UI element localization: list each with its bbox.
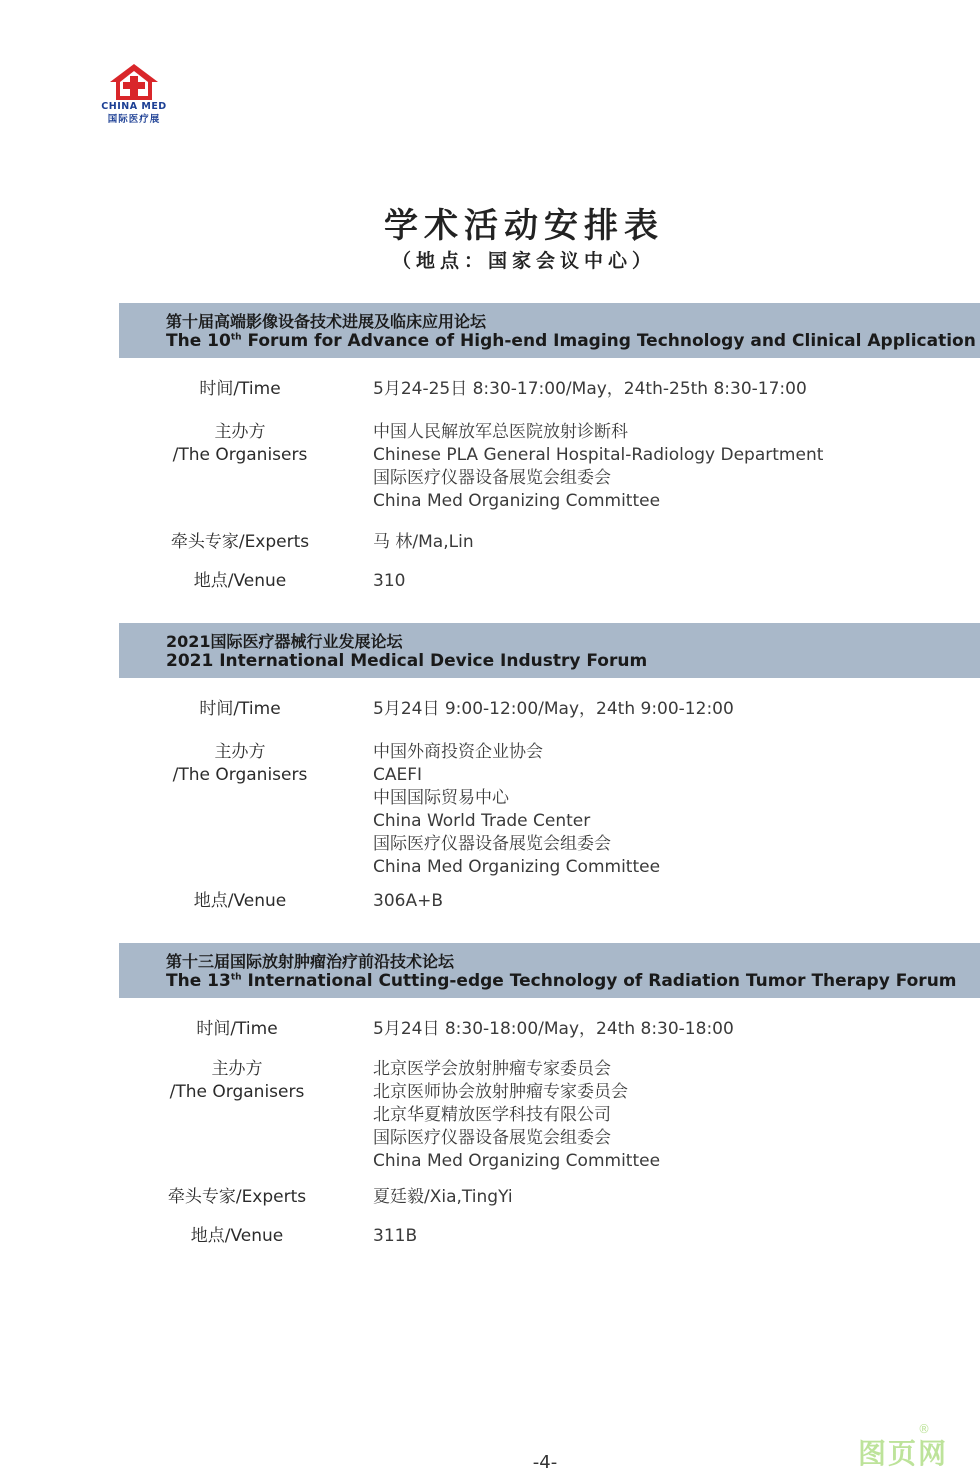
organisers-label: 主办方 /The Organisers [172, 742, 308, 785]
time-value: 5月24-25日 8:30-17:00/May，24th-25th 8:30-17:00 [373, 379, 807, 399]
organiser-item: China Med Organizing Committee [373, 491, 661, 511]
organiser-item: 北京医学会放射肿瘤专家委员会 [373, 1059, 611, 1079]
organiser-item: CAEFI [373, 765, 423, 785]
organiser-item: 中国外商投资企业协会 [373, 742, 543, 762]
organiser-item: China Med Organizing Committee [373, 1151, 661, 1171]
forum-header-1 [119, 303, 980, 358]
time-label: 时间/Time [199, 379, 281, 399]
forum-title-cn: 2021国际医疗器械行业发展论坛 [166, 632, 403, 651]
forum-title-cn: 第十届高端影像设备技术进展及临床应用论坛 [166, 312, 487, 331]
time-label: 时间/Time [199, 699, 281, 719]
organiser-item: 国际医疗仪器设备展览会组委会 [373, 1128, 611, 1148]
time-value: 5月24日 8:30-18:00/May，24th 8:30-18:00 [373, 1019, 734, 1039]
experts-label: 牵头专家/Experts [170, 532, 310, 552]
organisers-list [373, 741, 660, 879]
page-subtitle: （地点：国家会议中心） [391, 250, 656, 272]
organiser-item: 国际医疗仪器设备展览会组委会 [373, 468, 611, 488]
venue-label: 地点/Venue [193, 891, 287, 911]
forum-title-en: 2021 International Medical Device Industry Forum [166, 651, 648, 671]
logo-text-cn: 国际医疗展 [107, 114, 161, 125]
forum-title-cn: 第十三届国际放射肿瘤治疗前沿技术论坛 [166, 952, 455, 971]
china-med-logo [94, 62, 174, 124]
venue-label: 地点/Venue [190, 1226, 284, 1246]
experts-value: 夏廷毅/Xia,TingYi [373, 1187, 513, 1207]
organisers-list [373, 1058, 660, 1173]
organiser-item: China Med Organizing Committee [373, 857, 661, 877]
organiser-item: Chinese PLA General Hospital-Radiology Department [373, 445, 824, 465]
organiser-item: 北京华夏精放医学科技有限公司 [373, 1105, 611, 1125]
hospital-cross-icon [108, 62, 160, 102]
time-label: 时间/Time [196, 1019, 278, 1039]
page-number: -4- [532, 1452, 558, 1473]
organisers-list [373, 421, 823, 513]
organisers-label: 主办方 /The Organisers [172, 422, 308, 465]
experts-value: 马 林/Ma,Lin [373, 532, 474, 552]
organiser-item: 北京医师协会放射肿瘤专家委员会 [373, 1082, 628, 1102]
organisers-label: 主办方 /The Organisers [169, 1059, 305, 1102]
organiser-item: 中国国际贸易中心 [373, 788, 509, 808]
venue-value: 311B [373, 1226, 418, 1246]
page-title: 学术活动安排表 [384, 206, 664, 246]
venue-label: 地点/Venue [193, 571, 287, 591]
experts-label: 牵头专家/Experts [167, 1187, 307, 1207]
forum-header-2 [119, 623, 980, 678]
venue-value: 310 [373, 571, 406, 591]
watermark: 图页网 [858, 1437, 949, 1470]
venue-value: 306A+B [373, 891, 443, 911]
forum-title-en: The 13th International Cutting-edge Technology of Radiation Tumor Therapy Forum [166, 971, 957, 991]
forum-title-en: The 10th Forum for Advance of High-end Imaging Technology and Clinical Application [166, 331, 976, 351]
logo-text-en: CHINA MED [101, 101, 167, 112]
time-value: 5月24日 9:00-12:00/May，24th 9:00-12:00 [373, 699, 734, 719]
registered-mark: ® [918, 1422, 930, 1436]
forum-header-3 [119, 943, 980, 998]
organiser-item: China World Trade Center [373, 811, 591, 831]
organiser-item: 国际医疗仪器设备展览会组委会 [373, 834, 611, 854]
organiser-item: 中国人民解放军总医院放射诊断科 [373, 422, 628, 442]
